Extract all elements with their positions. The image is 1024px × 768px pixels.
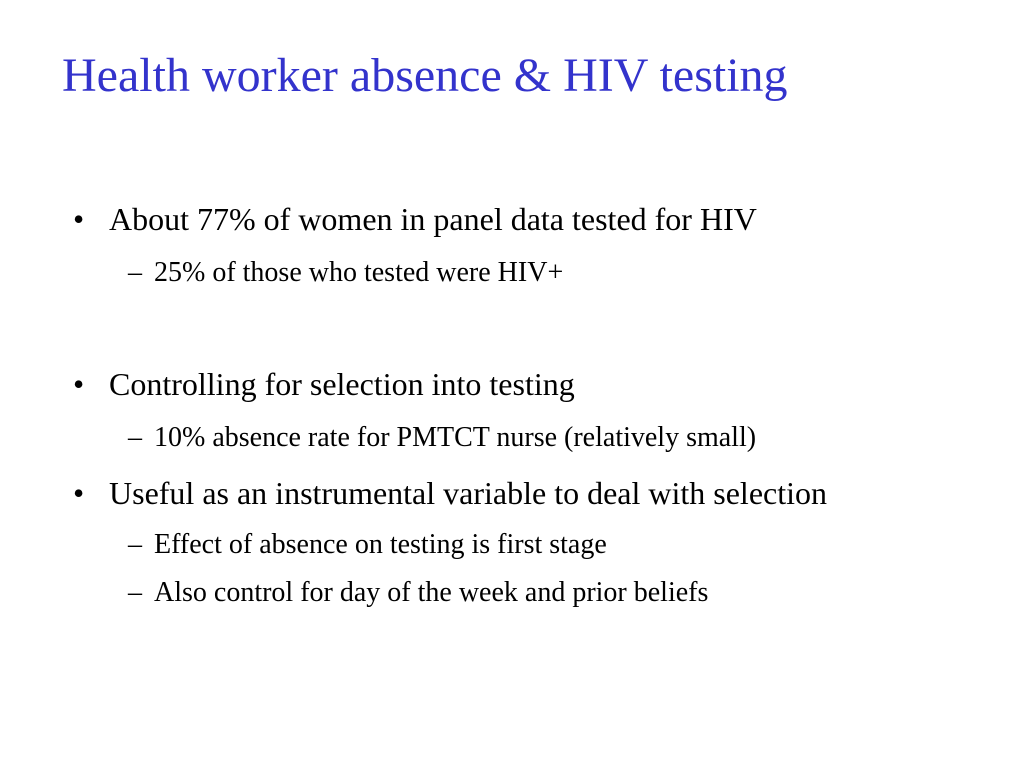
bullet-item: [73, 203, 757, 235]
dash-marker: –: [128, 529, 142, 560]
sub-bullet-item: [128, 424, 756, 452]
slide-title: Health worker absence & HIV testing: [62, 49, 788, 102]
bullet-text: About 77% of women in panel data tested for HIV: [109, 201, 757, 237]
bullet-marker: •: [73, 366, 85, 402]
bullet-item: [73, 477, 827, 509]
sub-bullet-text: Effect of absence on testing is first stage: [154, 529, 607, 560]
bullet-text: Useful as an instrumental variable to deal with selection: [109, 475, 827, 511]
bullet-item: [73, 368, 575, 400]
sub-bullet-item: [128, 579, 708, 607]
sub-bullet-item: [128, 531, 607, 559]
sub-bullet-text: Also control for day of the week and prior beliefs: [154, 577, 709, 608]
dash-marker: –: [128, 577, 142, 608]
dash-marker: –: [128, 422, 142, 453]
bullet-marker: •: [73, 201, 85, 237]
sub-bullet-text: 10% absence rate for PMTCT nurse (relatively small): [154, 422, 757, 453]
dash-marker: –: [128, 257, 142, 288]
bullet-text: Controlling for selection into testing: [109, 366, 575, 402]
bullet-marker: •: [73, 475, 85, 511]
sub-bullet-text: 25% of those who tested were HIV+: [154, 257, 564, 288]
sub-bullet-item: [128, 259, 563, 287]
